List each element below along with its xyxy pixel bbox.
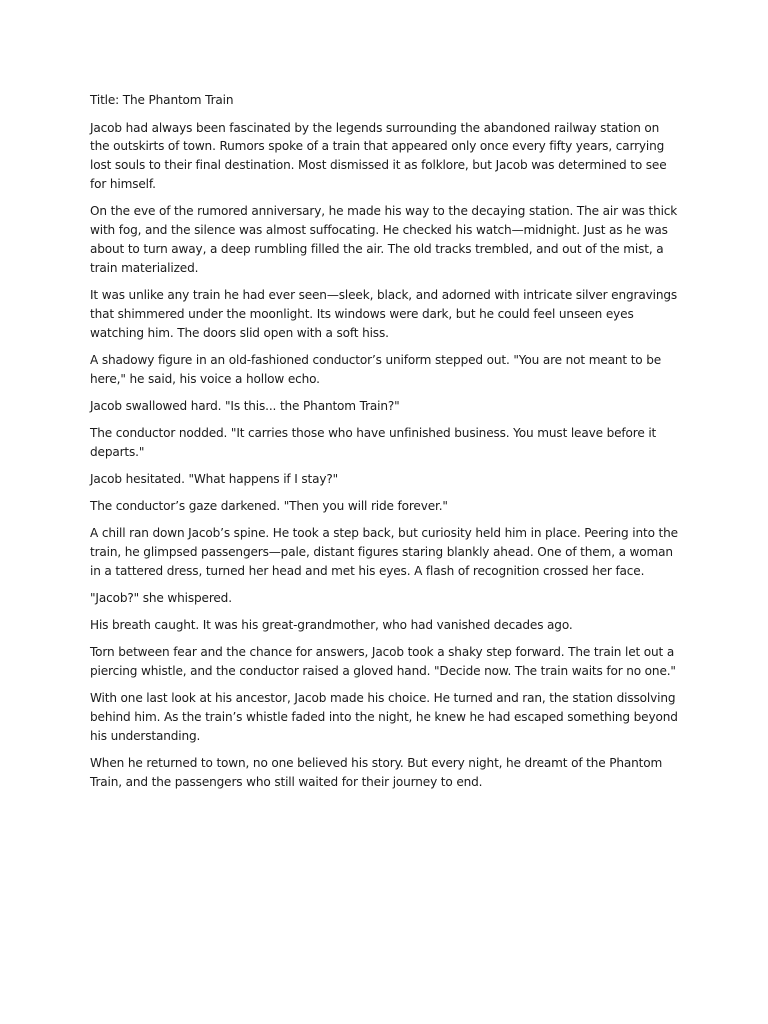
paragraph-6: The conductor nodded. "It carries those who have unfinished business. You must leave before it departs." xyxy=(90,426,657,460)
paragraph-7: Jacob hesitated. "What happens if I stay?" xyxy=(90,472,339,487)
paragraph-12: Torn between fear and the chance for answers, Jacob took a shaky step forward. The train let out a piercing whistle, and the conductor raised a gloved hand. "Decide now. The train waits for no one." xyxy=(90,645,676,679)
paragraph-9: A chill ran down Jacob’s spine. He took a step back, but curiosity held him in place. Peering into the train, he glimpsed passengers—pale, distant figures staring blankly ahead. One of them, a woman in a tattered dress, turned her head and met his eyes. A flash of recognition crossed her face. xyxy=(90,526,678,579)
paragraph-3: It was unlike any train he had ever seen—sleek, black, and adorned with intricate silver engravings that shimmered under the moonlight. Its windows were dark, but he could feel unseen eyes watching him. The doors slid open with a soft hiss. xyxy=(90,288,678,340)
document-body xyxy=(90,91,680,800)
paragraph-11: His breath caught. It was his great-grandmother, who had vanished decades ago. xyxy=(90,618,573,633)
paragraph-4: A shadowy figure in an old-fashioned conductor’s uniform stepped out. "You are not meant to be here," he said, his voice a hollow echo. xyxy=(90,353,662,386)
paragraph-2: On the eve of the rumored anniversary, he made his way to the decaying station. The air was thick with fog, and the silence was almost suffocating. He checked his watch—midnight. Just as he was about to turn away, a deep rumbling filled the air. The old tracks trembled, and out of the mist, a train materialized. xyxy=(90,204,678,276)
paragraph-8: The conductor’s gaze darkened. "Then you will ride forever." xyxy=(90,499,448,514)
paragraph-14: When he returned to town, no one believed his story. But every night, he dreamt of the Phantom Train, and the passengers who still waited for their journey to end. xyxy=(90,756,663,790)
paragraph-1: Jacob had always been fascinated by the legends surrounding the abandoned railway station on the outskirts of town. Rumors spoke of a train that appeared only once every fifty years, carrying lost souls to their final destination. Most dismissed it as folklore, but Jacob was determined to see for himself. xyxy=(90,120,667,192)
paragraph-13: With one last look at his ancestor, Jacob made his choice. He turned and ran, the station dissolving behind him. As the train’s whistle faded into the night, he knew he had escaped something beyond his understanding. xyxy=(90,691,678,744)
document-title: Title: The Phantom Train xyxy=(90,93,234,107)
paragraph-10: "Jacob?" she whispered. xyxy=(90,591,232,606)
paragraph-5: Jacob swallowed hard. "Is this... the Phantom Train?" xyxy=(90,399,400,414)
